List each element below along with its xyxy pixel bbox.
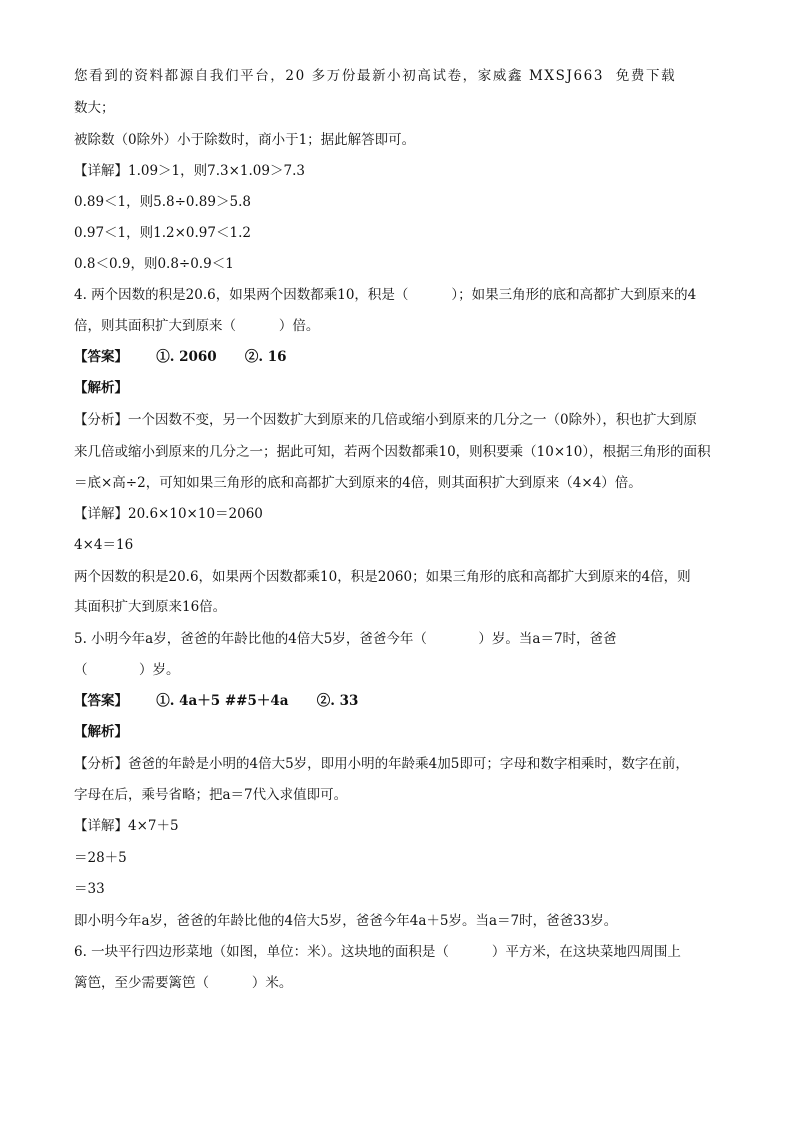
question-4-line: 倍，则其面积扩大到原来（ ）倍。 xyxy=(74,318,320,334)
doc-line: 即小明今年a岁，爸爸的年龄比他的4倍大5岁，爸爸今年4a＋5岁。当a＝7时，爸爸33岁。 xyxy=(74,913,618,929)
doc-line: 数大； xyxy=(74,100,115,116)
question-6-line: 篱笆，至少需要篱笆（ ）米。 xyxy=(74,975,293,991)
doc-line: 0.97＜1，则1.2×0.97＜1.2 xyxy=(74,225,251,241)
answer-line: 【答案】 ①. 2060 ②. 16 xyxy=(74,349,287,365)
doc-line: 4×4＝16 xyxy=(74,537,134,553)
analysis-heading: 【解析】 xyxy=(74,724,128,740)
doc-line: ＝33 xyxy=(74,881,105,897)
answer-line: 【答案】 ①. 4a＋5 ##5＋4a ②. 33 xyxy=(74,693,359,709)
doc-line: 字母在后，乘号省略；把a＝7代入求值即可。 xyxy=(74,787,348,803)
doc-line: 【详解】4×7＋5 xyxy=(74,818,179,834)
question-6-line: 6. 一块平行四边形菜地（如图，单位：米）。这块地的面积是（ ）平方米，在这块菜地四周围上 xyxy=(74,944,681,960)
doc-line: 0.89＜1，则5.8÷0.89＞5.8 xyxy=(74,194,251,210)
doc-line: ＝底×高÷2，可知如果三角形的底和高都扩大到原来的4倍，则其面积扩大到原来（4×4）倍。 xyxy=(74,475,642,491)
doc-line: 被除数（0除外）小于除数时，商小于1；据此解答即可。 xyxy=(74,132,416,148)
question-5-line: （ ）岁。 xyxy=(74,662,180,678)
doc-header-line: 您看到的资料都源自我们平台，20 多万份最新小初高试卷，家威鑫 MXSJ663 免费下载 xyxy=(74,68,677,84)
doc-line: 0.8＜0.9，则0.8÷0.9＜1 xyxy=(74,256,234,272)
doc-line: 【详解】20.6×10×10＝2060 xyxy=(74,506,263,522)
question-5-line: 5. 小明今年a岁，爸爸的年龄比他的4倍大5岁，爸爸今年（ ）岁。当a＝7时，爸爸 xyxy=(74,631,617,647)
analysis-heading: 【解析】 xyxy=(74,380,128,396)
doc-line: 【详解】1.09＞1，则7.3×1.09＞7.3 xyxy=(74,163,305,179)
doc-line: ＝28＋5 xyxy=(74,850,127,866)
doc-line: 两个因数的积是20.6，如果两个因数都乘10，积是2060；如果三角形的底和高都扩大到原来的4倍，则 xyxy=(74,569,691,585)
doc-line: 其面积扩大到原来16倍。 xyxy=(74,599,227,615)
doc-line: 来几倍或缩小到原来的几分之一；据此可知，若两个因数都乘10，则积要乘（10×10），根据三角形的面积 xyxy=(74,444,711,460)
doc-line: 【分析】爸爸的年龄是小明的4倍大5岁，即用小明的年龄乘4加5即可；字母和数字相乘时，数字在前， xyxy=(74,756,689,772)
question-4-line: 4. 两个因数的积是20.6，如果两个因数都乘10，积是（ ）；如果三角形的底和高都扩大到原来的4 xyxy=(74,287,697,303)
doc-line: 【分析】一个因数不变，另一个因数扩大到原来的几倍或缩小到原来的几分之一（0除外），积也扩大到原 xyxy=(74,412,697,428)
